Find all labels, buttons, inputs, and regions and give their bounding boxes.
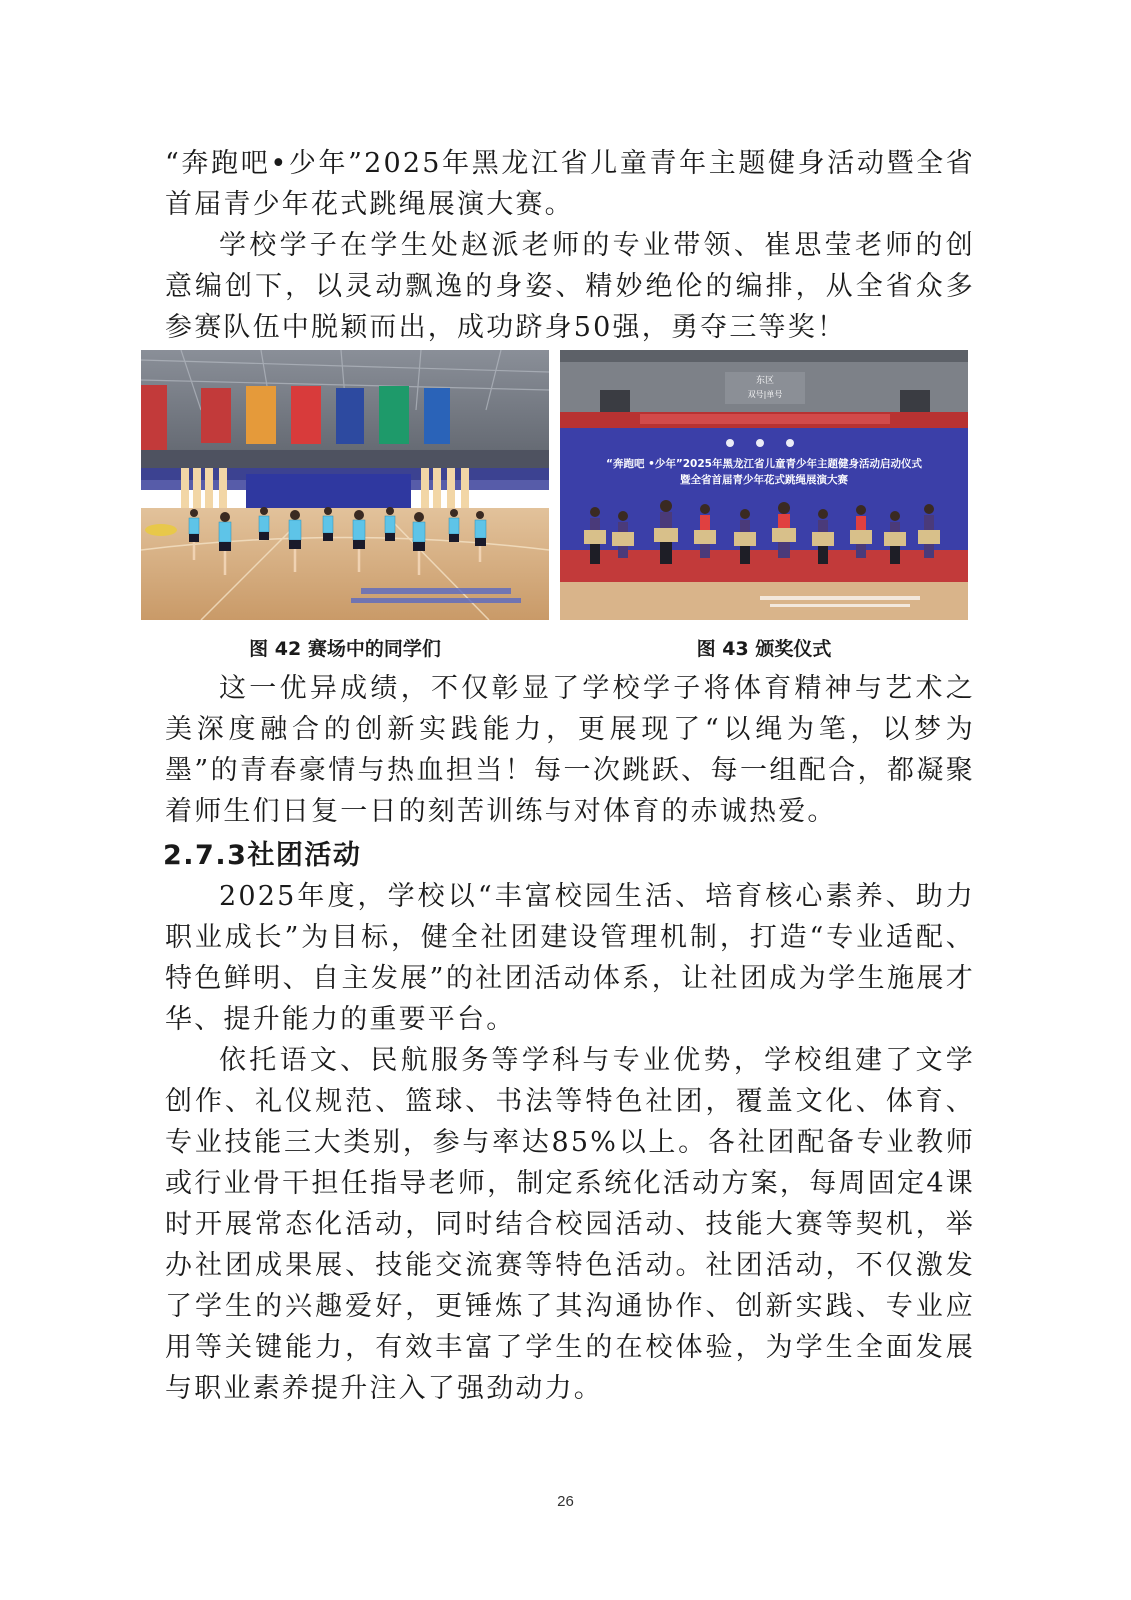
photo-award-ceremony [560,350,968,620]
banner-line-1: “奔跑吧 •少年”2025年黑龙江省儿童青少年主题健身活动启动仪式 [606,458,922,470]
photo-students-on-court [141,350,549,620]
paragraph-club-details: 依托语文、民航服务等学科与专业优势，学校组建了文学创作、礼仪规范、篮球、书法等特色社团，覆盖文化、体育、专业技能三大类别，参与率达85%以上。各社团配备专业教师或行业骨干担任指导老师，制定系统化活动方案，每周固定4课时开展常态化活动，同时结合校园活动、技能大赛等契机，举办社团成果展、技能交流赛等特色活动。社团活动，不仅激发了学生的兴趣爱好，更锤炼了其沟通协作、创新实践、专业应用等关键能力，有效丰富了学生的在校体验，为学生全面发展与职业素养提升注入了强劲动力。 [165,1045,975,1404]
caption-figure-42: 图 42 赛场中的同学们 [249,638,441,660]
caption-figure-43: 图 43 颁奖仪式 [696,638,832,660]
sign-seat-text: 双号|单号 [747,390,783,399]
page-number: 26 [557,1493,574,1510]
sign-zone-text: 东区 [755,376,775,386]
banner-line-2: 暨全省首届青少年花式跳绳展演大赛 [680,474,848,486]
ceremony-scene-image [560,350,968,620]
paragraph-award: 学校学子在学生处赵派老师的专业带领、崔思莹老师的创意编创下，以灵动飘逸的身姿、精妙绝伦的编排，从全省众多参赛队伍中脱颖而出，成功跻身50强，勇夺三等奖！ [165,230,975,343]
paragraph-achievement: 这一优异成绩，不仅彰显了学校学子将体育精神与艺术之美深度融合的创新实践能力，更展现了“以绳为笔，以梦为墨”的青春豪情与热血担当！每一次跳跃、每一组配合，都凝聚着师生们日复一日的刻苦训练与对体育的赤诚热爱。 [165,673,975,827]
section-heading: 2.7.3社团活动 [163,840,362,871]
court-scene-image [141,350,549,620]
paragraph-club-goals: 2025年度，学校以“丰富校园生活、培育核心素养、助力职业成长”为目标，健全社团建设管理机制，打造“专业适配、特色鲜明、自主发展”的社团活动体系，让社团成为学生施展才华、提升能力的重要平台。 [165,881,975,1035]
paragraph-event-title: “奔跑吧•少年”2025年黑龙江省儿童青年主题健身活动暨全省首届青少年花式跳绳展演大赛。 [165,148,975,220]
